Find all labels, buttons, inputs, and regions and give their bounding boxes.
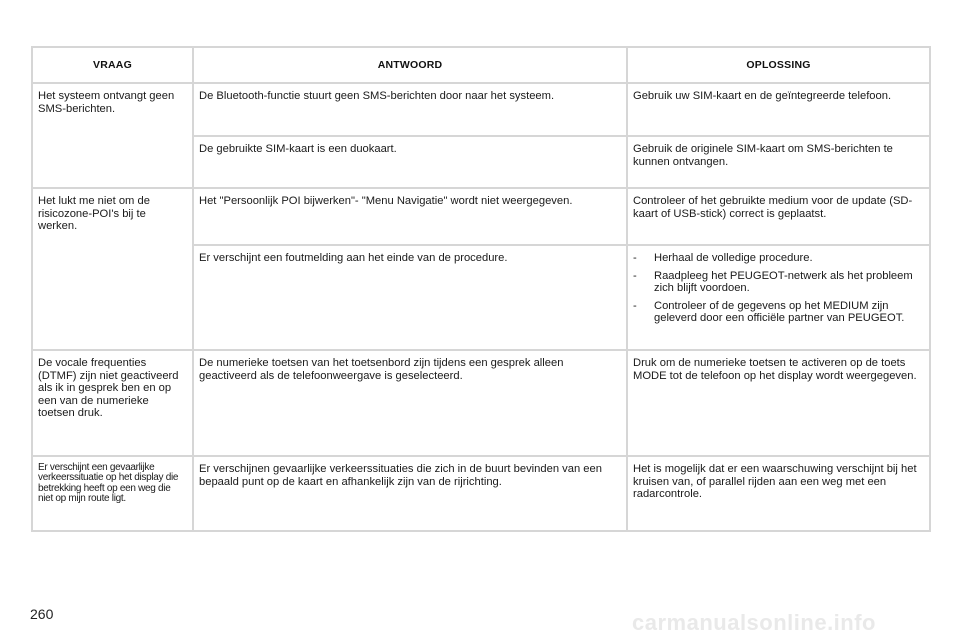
question-cell: Het systeem ontvangt geen SMS-berichten. [32,83,193,188]
list-dash: - [633,252,637,264]
list-item-text: Controleer of de gegevens op het MEDIUM zijn geleverd door een officiële partner van PEUGEOT. [654,299,905,325]
watermark: carmanualsonline.info [632,610,876,635]
solution-cell: Controleer of het gebruikte medium voor de update (SD-kaart of USB-stick) correct is geplaatst. [627,188,930,245]
list-item [633,270,924,295]
header-question: VRAAG [32,47,193,83]
solution-list [633,252,924,325]
list-dash: - [633,269,637,282]
question-cell: Het lukt me niet om de risicozone-POI's bij te werken. [32,188,193,350]
answer-cell: Er verschijnen gevaarlijke verkeerssituaties die zich in de buurt bevinden van een bepaald punt op de kaart en afhankelijk zijn van de rijrichting. [193,456,627,531]
list-item [633,300,924,325]
question-cell: De vocale frequenties (DTMF) zijn niet geactiveerd als ik in gesprek ben en op een van de numerieke toetsen druk. [32,350,193,456]
answer-cell: De Bluetooth-functie stuurt geen SMS-berichten door naar het systeem. [193,83,627,136]
solution-cell: Druk om de numerieke toetsen te activeren op de toets MODE tot de telefoon op het display wordt weergegeven. [627,350,930,456]
header-answer: ANTWOORD [193,47,627,83]
answer-cell: Er verschijnt een foutmelding aan het einde van de procedure. [193,245,627,350]
list-item-text: Raadpleeg het PEUGEOT-netwerk als het probleem zich blijft voordoen. [654,269,913,295]
header-row [32,47,930,83]
answer-cell: De numerieke toetsen van het toetsenbord zijn tijdens een gesprek alleen geactiveerd als de telefoonweergave is geselecteerd. [193,350,627,456]
page-number: 260 [30,606,54,622]
list-item [633,252,924,265]
table-row [32,350,930,456]
table-row [32,188,930,245]
table-row [32,83,930,136]
solution-cell: Gebruik uw SIM-kaart en de geïntegreerde telefoon. [627,83,930,136]
list-item-text: Herhaal de volledige procedure. [654,252,813,264]
header-solution: OPLOSSING [627,47,930,83]
answer-cell: De gebruikte SIM-kaart is een duokaart. [193,136,627,188]
faq-table [31,46,931,532]
solution-cell: Het is mogelijk dat er een waarschuwing verschijnt bij het kruisen van, of parallel rijden aan een weg met een radarcontrole. [627,456,930,531]
solution-cell: Gebruik de originele SIM-kaart om SMS-berichten te kunnen ontvangen. [627,136,930,188]
list-dash: - [633,299,637,312]
answer-cell: Het "Persoonlijk POI bijwerken"- "Menu Navigatie" wordt niet weergegeven. [193,188,627,245]
solution-cell [627,245,930,350]
table-row [32,456,930,531]
question-cell: Er verschijnt een gevaarlijke verkeerssituatie op het display die betrekking heeft op een weg die niet op mijn route ligt. [32,456,193,531]
